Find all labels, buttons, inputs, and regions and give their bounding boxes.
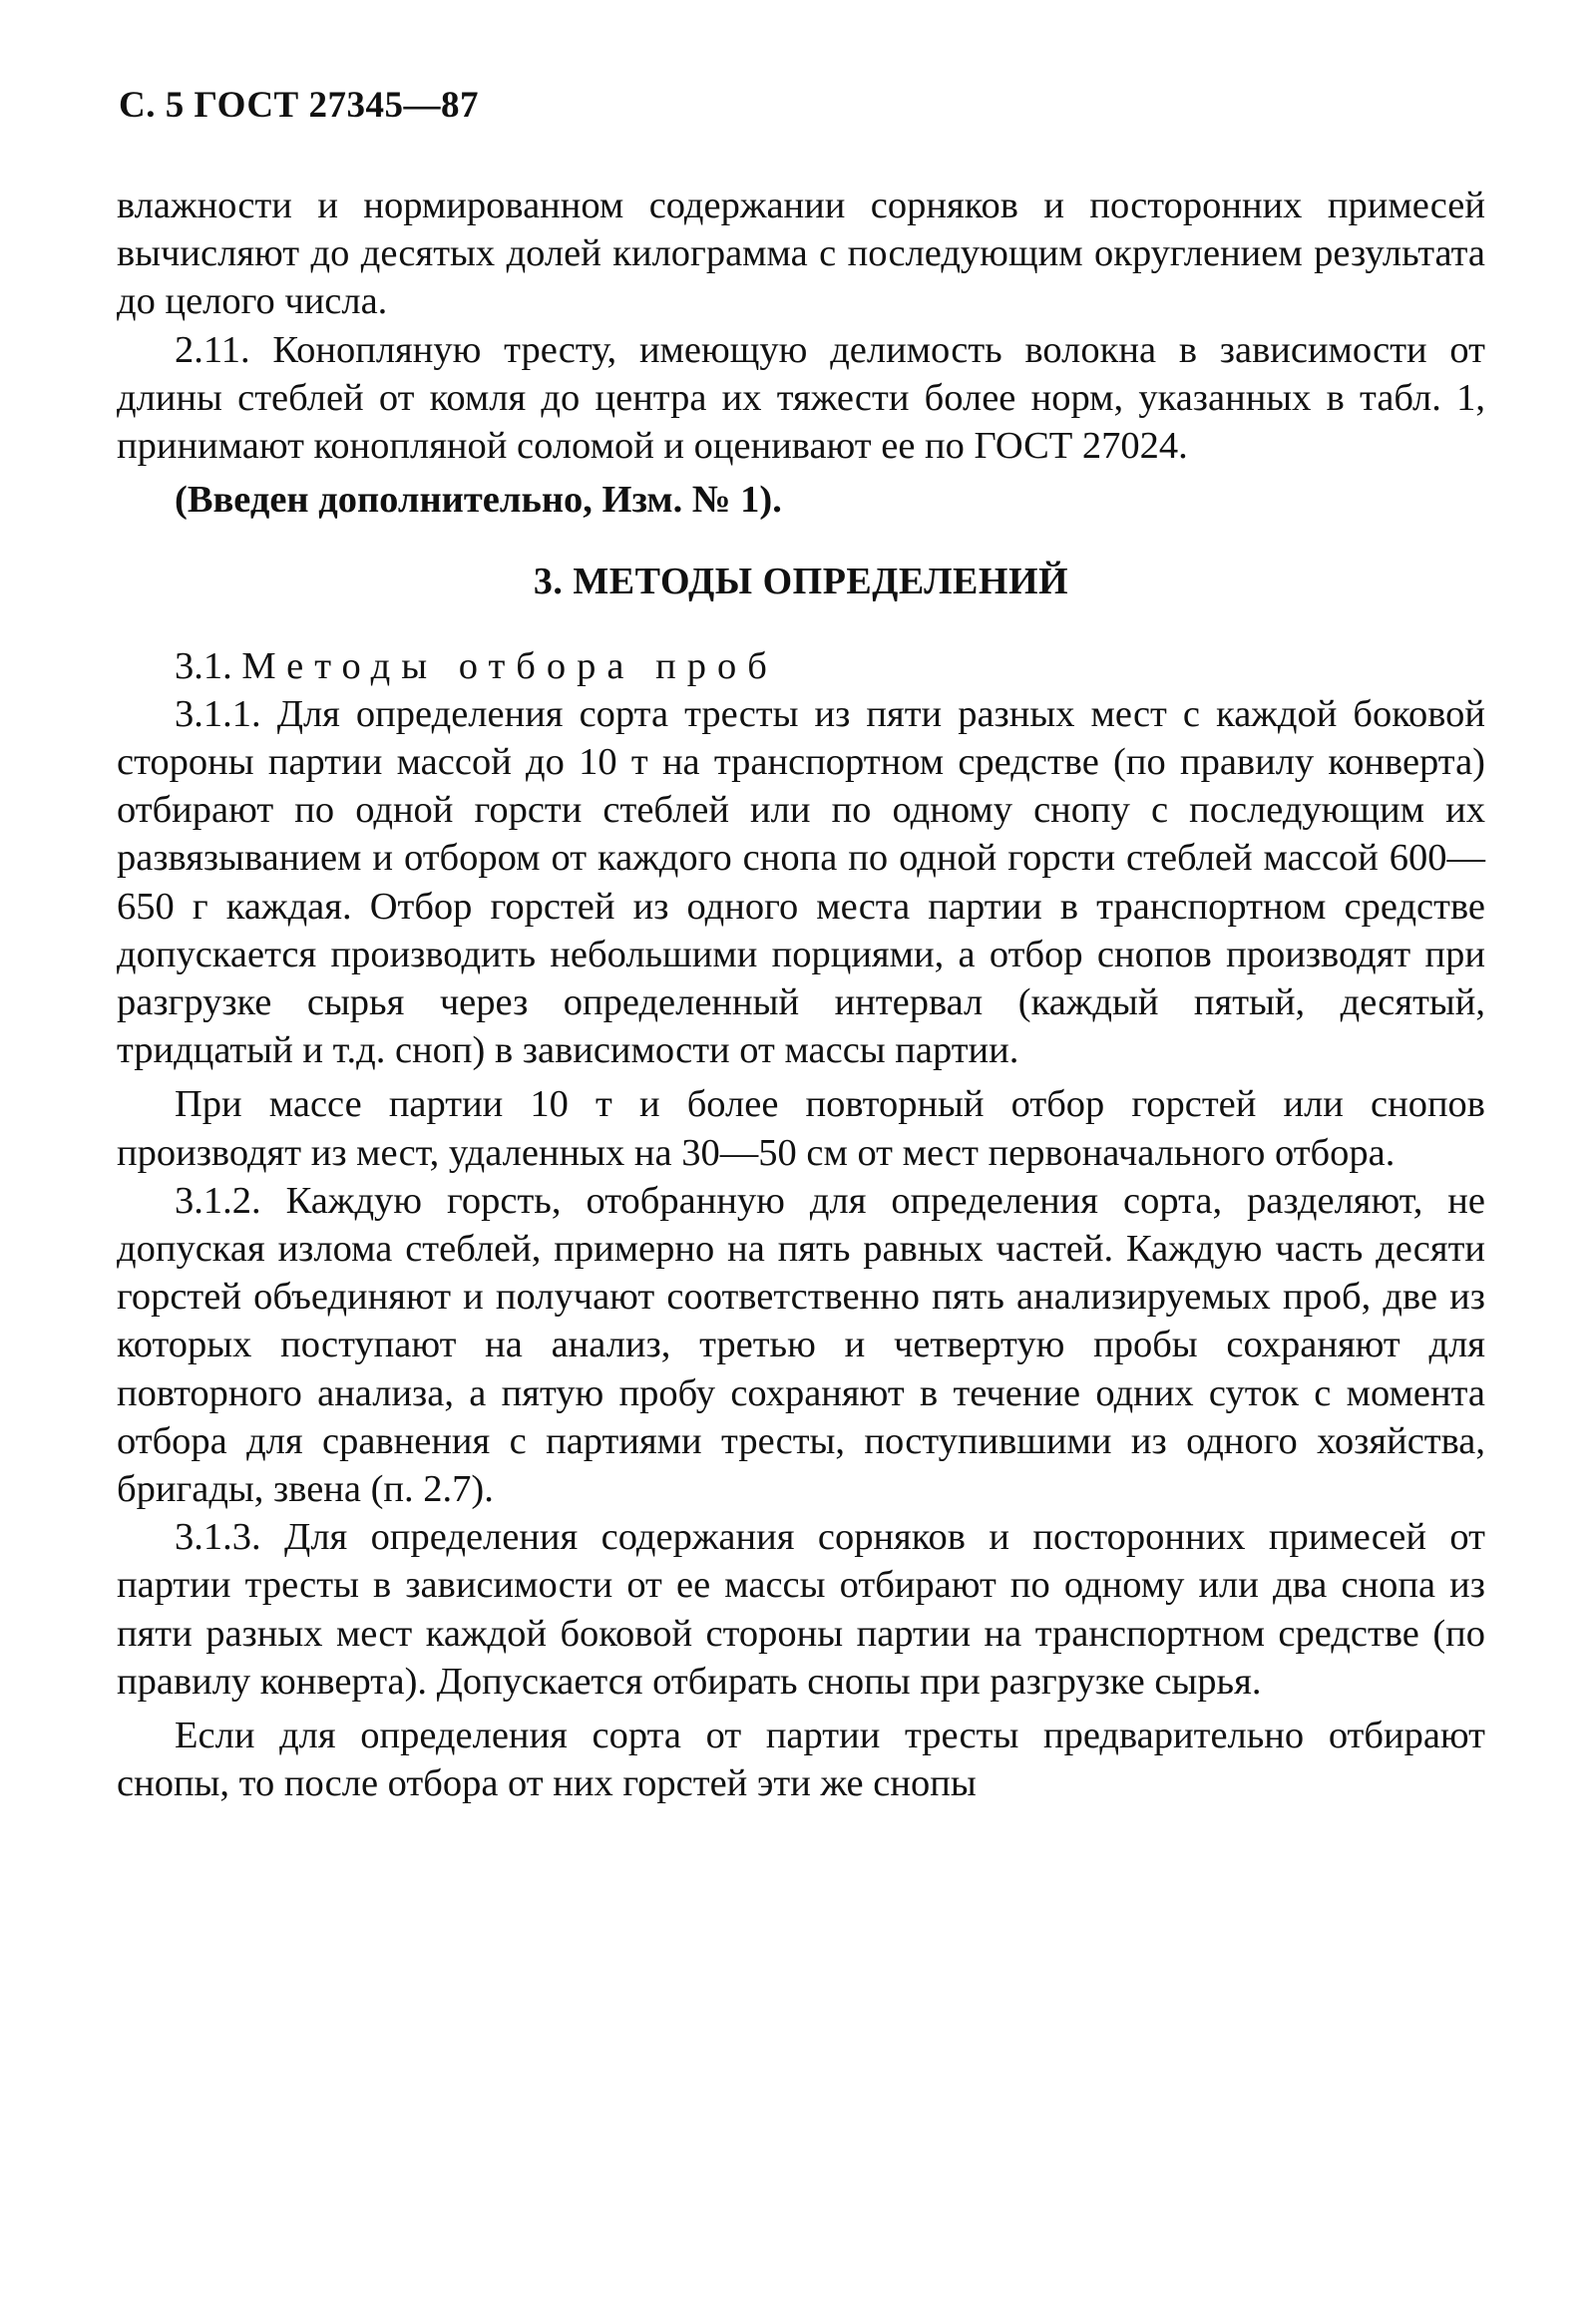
subsection-3-1-title: Методы отбора проб	[241, 644, 778, 687]
paragraph-3-1-1: 3.1.1. Для определения сорта тресты из пяти разных мест с каждой боковой стороны партии массой до 10 т на транспортном средстве (по правилу конверта) отбирают по одной горсти стеблей или по одному снопу с последующим их развязыванием и отбором от каждого снопа по одной горсти стеблей массой 600—650 г каждая. Отбор горстей из одного места партии в транспортном средстве допускается производить небольшими порциями, а отбор снопов производят при разгрузке сырья через определенный интервал (каждый пятый, десятый, тридцатый и т.д. сноп) в зависимости от массы партии.	[117, 692, 1485, 1072]
document-body	[117, 182, 1485, 1808]
paragraph-3-1-3-b: Если для определения сорта от партии тресты предварительно отбирают снопы, то после отбора от них горстей эти же снопы	[117, 1715, 1485, 1805]
section-3-heading: 3. МЕТОДЫ ОПРЕДЕЛЕНИЙ	[533, 561, 1069, 603]
subsection-3-1-number: 3.1.	[175, 644, 232, 687]
paragraph-3-1-3: 3.1.3. Для определения содержания сорняков и посторонних примесей от партии тресты в зависимости от ее массы отбирают по одному или два снопа из пяти разных мест каждой боковой стороны партии на транспортном средстве (по правилу конверта). Допускается отбирать снопы при разгрузке сырья.	[117, 1516, 1485, 1703]
running-header: С. 5 ГОСТ 27345—87	[119, 85, 479, 126]
paragraph-3-1-2: 3.1.2. Каждую горсть, отобранную для определения сорта, разделяют, не допуская излома стеблей, примерно на пять равных частей. Каждую часть десяти горстей объединяют и получают соответственно пять анализируемых проб, две из которых поступают на анализ, третью и четвертую пробы сохраняют для повторного анализа, а пятую пробу сохраняют в течение одних суток с момента отбора для сравнения с партиями тресты, поступившими из одного хозяйства, бригады, звена (п. 2.7).	[117, 1179, 1485, 1511]
paragraph-continuation: влажности и нормированном содержании сорняков и посторонних примесей вычисляют до десятых долей килограмма с последующим округлением результата до целого числа.	[117, 185, 1485, 323]
amendment-note: (Введен дополнительно, Изм. № 1).	[175, 479, 782, 522]
paragraph-2-11: 2.11. Конопляную тресту, имеющую делимость волокна в зависимости от длины стеблей от комля до центра их тяжести более норм, указанных в табл. 1, принимают конопляной соломой и оценивают ее по ГОСТ 27024.	[117, 328, 1485, 468]
paragraph-3-1-1-b: При массе партии 10 т и более повторный отбор горстей или снопов производят из мест, удаленных на 30—50 см от мест первоначального отбора.	[117, 1083, 1485, 1174]
subsection-3-1-heading	[117, 642, 1485, 690]
